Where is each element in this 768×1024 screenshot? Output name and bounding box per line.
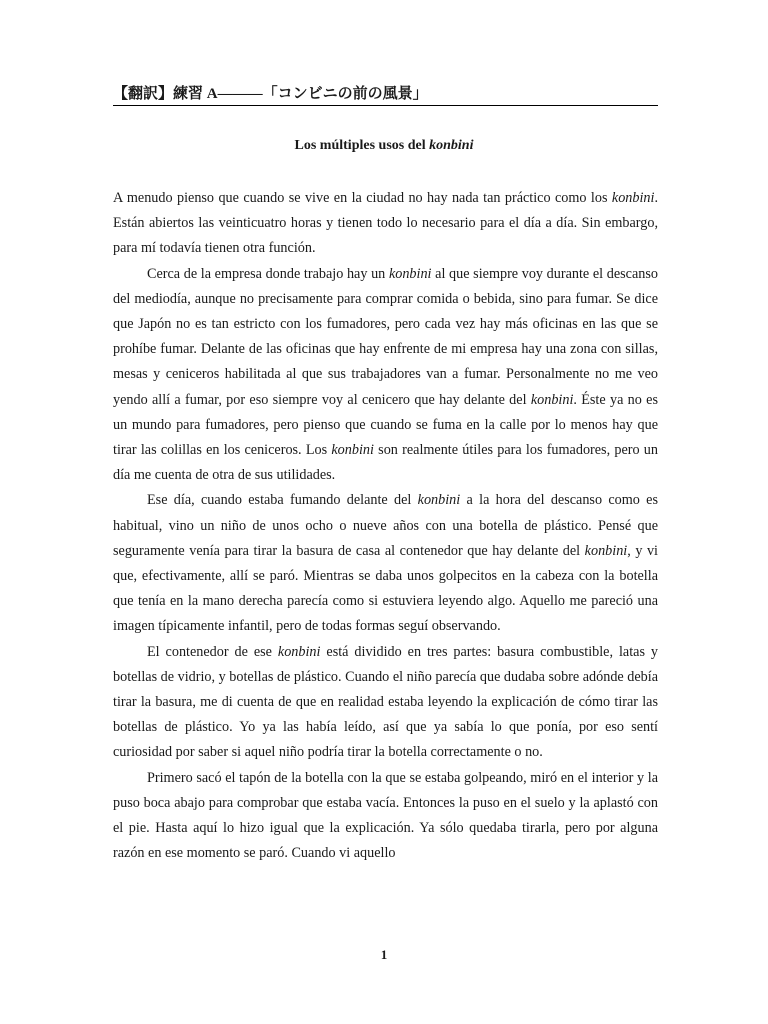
text-run: son realmente útiles para los fumadores, pero un día me cuenta de otra de sus utilidades. [113, 442, 658, 484]
text-run: está dividido en tres partes: basura combustible, latas y botellas de vidrio, y botellas de plástico. Cuando el niño parecía que dudaba sobre adónde debía tirar la basura, me di cuenta de que en realidad estaba leyendo la explicación de cómo tirar las botellas de plástico. Yo ya las había leído, así que ya sabía lo que ponía, por eso sentí curiosidad por saber si aquel niño podría tirar la botella correctamente o no. [113, 643, 659, 761]
italic-term: konbini [417, 492, 461, 509]
page-number: 1 [380, 947, 388, 962]
paragraph [113, 766, 658, 867]
italic-term: konbini [584, 542, 628, 559]
paragraph [113, 262, 658, 489]
text-run: Cerca de la empresa donde trabajo hay un [147, 265, 389, 282]
text-run: Primero sacó el tapón de la botella con la que se estaba golpeando, miró en el interior y la puso boca abajo para comprobar que estaba vacía. Entonces la puso en el suelo y la aplastó con el pie. Hasta aquí lo hizo igual que la explicación. Ya sólo quedaba tirarla, pero por alguna razón en ese momento se paró. Cuando vi aquello [113, 769, 658, 862]
title-text: Los múltiples usos del [294, 138, 430, 153]
italic-term: konbini [277, 643, 321, 660]
text-run: El contenedor de ese [147, 643, 278, 660]
text-run: . Están abiertos las veinticuatro horas y tienen todo lo necesario para el día a día. Sin embargo, para mí todavía tienen otra función. [113, 190, 658, 257]
italic-term: konbini [388, 265, 432, 282]
title-keyword: konbini [429, 138, 474, 153]
text-run: a la hora del descanso como es habitual, vino un niño de unos ocho o nueve años con una botella de plástico. Pensé que seguramente venía para tirar la basura de casa al contenedor que hay delante del [113, 492, 658, 559]
text-run: al que siempre voy durante el descanso del mediodía, aunque no precisamente para comprar comida o bebida, sino para fumar. Se dice que Japón no es tan estricto con los fumadores, pero cada vez hay más oficinas en las que se prohíbe fumar. Delante de las oficinas que hay enfrente de mi empresa hay una zona con sillas, mesas y ceniceros habilitada al que sus trabajadores van a fumar. Personalmente no me veo yendo allí a fumar, por eso siempre voy al cenicero que hay delante del [113, 265, 658, 408]
text-run: A menudo pienso que cuando se vive en la ciudad no hay nada tan práctico como los [113, 190, 612, 206]
italic-term: konbini [331, 442, 374, 459]
document-body [113, 186, 658, 866]
page-header: 【翻訳】練習 A―――「コンビニの前の風景」 [113, 84, 658, 106]
text-run: . Éste ya no es un mundo para fumadores, pero pienso que cuando se fuma en la calle por lo menos hay que tirar las colillas en los ceniceros. Los [113, 391, 658, 459]
paragraph [113, 488, 658, 639]
text-run: Ese día, cuando estaba fumando delante del [147, 492, 418, 509]
paragraph [113, 640, 658, 766]
text-run: , y vi que, efectivamente, allí se paró. Mientras se daba unos golpecitos en la cabeza con la botella que tenía en la mano derecha parecía como si estuviera leyendo algo. Aquello me pareció una imagen típicamente infantil, pero de todas formas seguí observando. [113, 542, 658, 635]
paragraph [113, 186, 658, 262]
italic-term: konbini [530, 391, 574, 408]
document-title [0, 138, 768, 154]
italic-term: konbini [611, 190, 655, 206]
